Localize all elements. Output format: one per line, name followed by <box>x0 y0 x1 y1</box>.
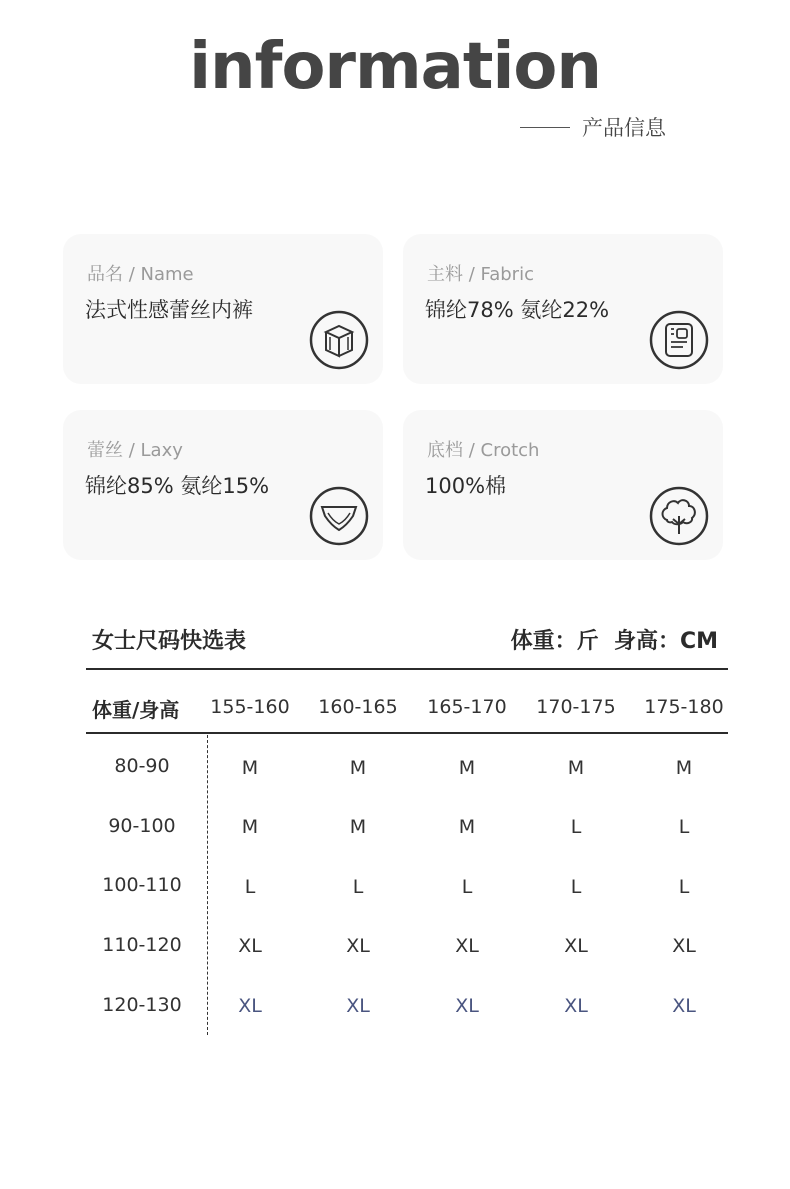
weight-row-label: 110-120 <box>102 934 182 956</box>
height-header: 160-165 <box>318 696 398 718</box>
box-icon <box>309 310 369 370</box>
height-header: 165-170 <box>427 696 507 718</box>
weight-row-label: 100-110 <box>102 874 182 896</box>
info-card-name <box>63 234 383 384</box>
table-top-rule <box>86 668 728 670</box>
card-label: 蕾丝 / Laxy <box>87 440 183 461</box>
size-table-title: 女士尺码快选表 <box>92 629 247 654</box>
card-value: 100%棉 <box>425 474 507 498</box>
size-cell: L <box>678 876 690 898</box>
size-cell: XL <box>346 935 370 957</box>
underwear-icon <box>309 486 369 546</box>
card-label: 品名 / Name <box>87 264 194 285</box>
size-cell: M <box>349 757 367 779</box>
size-table-unit-note: 体重：斤 身高：CM <box>510 629 718 654</box>
weight-row-label: 90-100 <box>108 815 176 837</box>
size-cell: XL <box>672 935 696 957</box>
height-header: 155-160 <box>210 696 290 718</box>
size-cell: M <box>241 757 259 779</box>
size-cell: XL <box>238 935 262 957</box>
size-cell: XL <box>455 995 479 1017</box>
card-value: 法式性感蕾丝内裤 <box>85 298 253 322</box>
card-label: 主料 / Fabric <box>427 264 534 285</box>
size-cell: M <box>675 757 693 779</box>
info-card-lace <box>63 410 383 560</box>
cotton-icon <box>649 486 709 546</box>
size-cell: M <box>458 816 476 838</box>
size-cell: L <box>244 876 256 898</box>
page-title: information <box>189 30 601 104</box>
size-cell: L <box>570 876 582 898</box>
fabric-tag-icon <box>649 310 709 370</box>
size-cell: M <box>241 816 259 838</box>
size-cell: M <box>567 757 585 779</box>
weight-row-label: 120-130 <box>102 994 182 1016</box>
subtitle-rule <box>520 127 570 128</box>
size-cell: M <box>458 757 476 779</box>
size-cell: L <box>570 816 582 838</box>
size-cell: M <box>349 816 367 838</box>
size-cell: L <box>678 816 690 838</box>
info-card-crotch <box>403 410 723 560</box>
size-cell: XL <box>564 935 588 957</box>
size-cell: L <box>352 876 364 898</box>
size-cell: XL <box>346 995 370 1017</box>
corner-header: 体重/身高 <box>92 698 180 722</box>
table-header-rule <box>86 732 728 734</box>
height-header: 175-180 <box>644 696 724 718</box>
size-cell: XL <box>672 995 696 1017</box>
weight-row-label: 80-90 <box>114 755 170 777</box>
height-header: 170-175 <box>536 696 616 718</box>
size-cell: XL <box>455 935 479 957</box>
subtitle-text: 产品信息 <box>582 116 666 140</box>
card-value: 锦纶85% 氨纶15% <box>85 474 270 498</box>
info-card-fabric <box>403 234 723 384</box>
size-cell: L <box>461 876 473 898</box>
card-label: 底档 / Crotch <box>427 440 540 461</box>
card-value: 锦纶78% 氨纶22% <box>425 298 610 322</box>
size-cell: XL <box>238 995 262 1017</box>
page-subtitle <box>520 112 666 142</box>
size-cell: XL <box>564 995 588 1017</box>
